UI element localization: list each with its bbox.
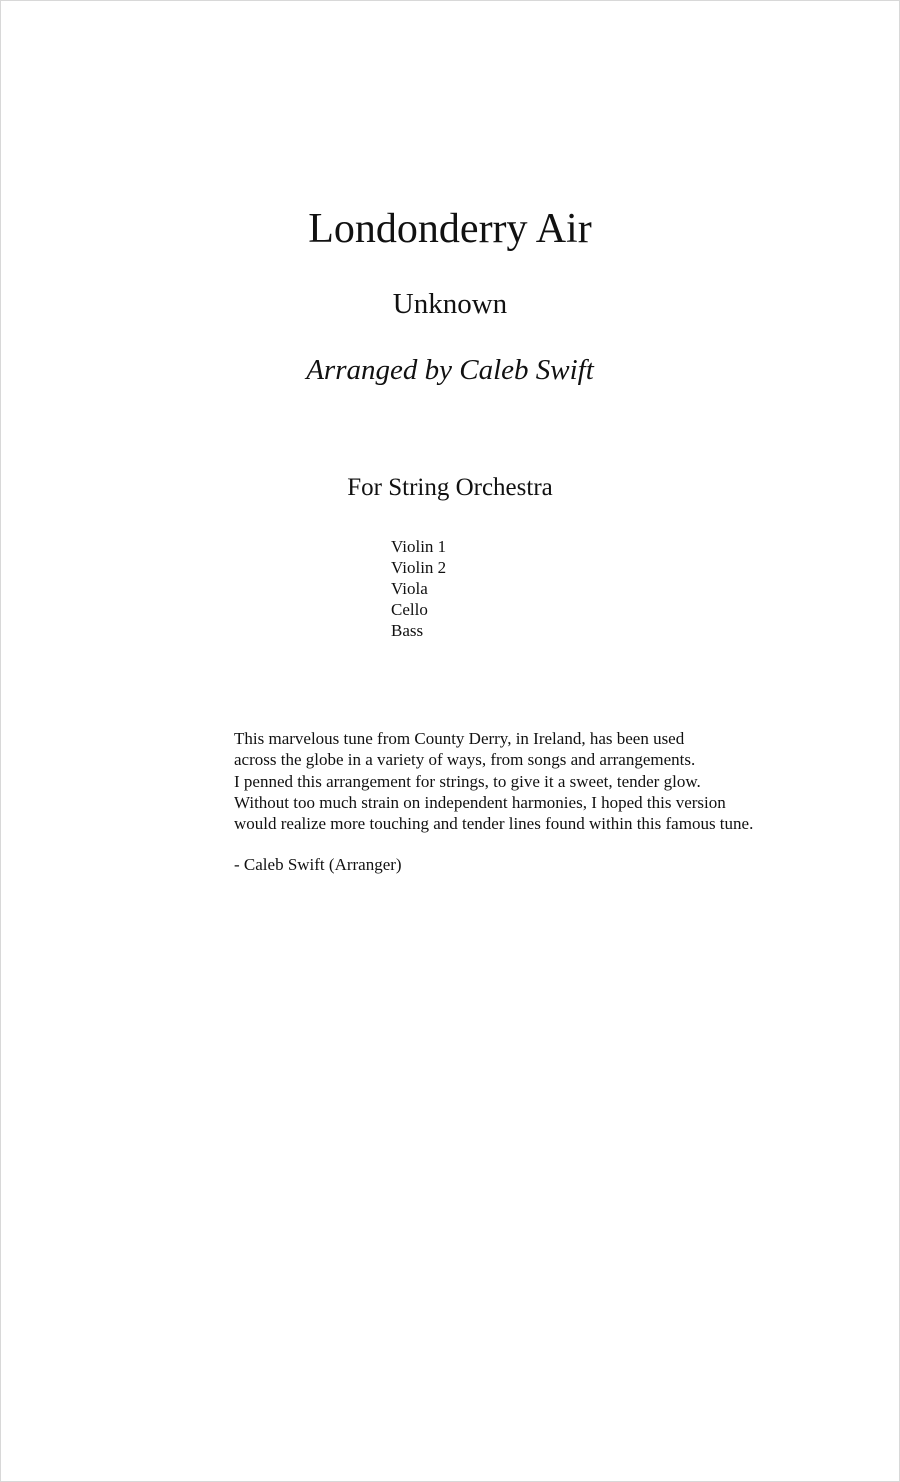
instrument-item: Violin 1 [391,537,447,556]
arranger-credit: Arranged by Caleb Swift [306,354,594,386]
instrument-item: Viola [391,579,428,598]
program-note-line: across the globe in a variety of ways, from songs and arrangements. [234,750,696,770]
instrument-list [391,536,446,641]
program-note [234,728,854,834]
composer-name: Unknown [392,288,508,320]
instrument-item: Violin 2 [391,558,447,577]
ensemble-heading: For String Orchestra [347,474,553,501]
program-note-line: This marvelous tune from County Derry, in Ireland, has been used [234,729,685,748]
program-note-line: Without too much strain on independent harmonies, I hoped this version [234,792,726,812]
arranger-signature: - Caleb Swift (Arranger) [234,855,402,874]
program-note-line: I penned this arrangement for strings, to give it a sweet, tender glow. [234,771,701,791]
instrument-item: Bass [391,621,424,640]
score-title: Londonderry Air [308,206,592,252]
program-note-line: would realize more touching and tender lines found within this famous tune. [234,814,754,834]
instrument-item: Cello [391,600,428,619]
